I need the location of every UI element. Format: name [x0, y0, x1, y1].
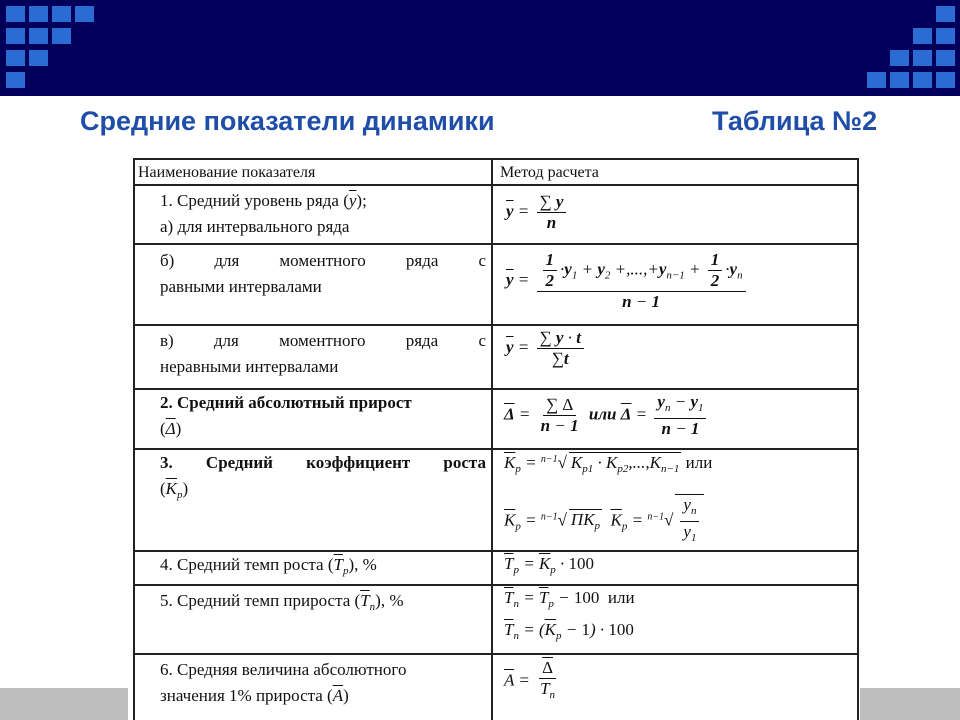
formula-table	[128, 158, 860, 720]
formula-abs-growth: $\overline{\Delta}$ = $\frac{\sum \Delta}{n - 1}$ или $\overline{\Delta}$ = $\frac{y_n - y_1}{n - 1}$	[504, 392, 709, 439]
table-header-name: Наименование показателя	[138, 164, 316, 181]
decor-square	[936, 28, 955, 44]
decor-square	[29, 50, 48, 66]
formula-growth-rate: $\overline{T}_p = \overline{K}_p \cdot 100$	[504, 554, 595, 576]
row-2-name: б) для моментного ряда с равными интервалами	[160, 251, 486, 296]
decor-square	[29, 6, 48, 22]
formula-abs-value-1pct: $\overline{A}$ = $\frac{\overline{\Delta}}{\overline{T}_n}$	[504, 658, 556, 701]
decor-square	[890, 72, 909, 88]
table-header-method: Метод расчета	[500, 164, 599, 181]
row-8-name: 6. Средняя величина абсолютного значения 1% прироста $(\overline{A})$	[160, 660, 407, 705]
row-1-name: 1. Средний уровень ряда $(\overline{y})$; а) для интервального ряда	[160, 191, 367, 236]
row-5-name: 3. Средний коэффициент роста $(\overline{K}_p)$	[160, 453, 486, 501]
table-number: Таблица №2	[712, 106, 878, 136]
formula-increment-rate-2: $\overline{T}_n = (\overline{K}_p - 1) \cdot 100$	[504, 620, 634, 642]
decor-square	[6, 50, 25, 66]
decor-square	[6, 28, 25, 44]
formula-moment-unequal: $\overline{y}$ = $\frac{\sum y \cdot t}{\sum t}$	[506, 328, 587, 369]
decor-square	[913, 28, 932, 44]
decor-square	[936, 72, 955, 88]
decor-square	[52, 28, 71, 44]
formula-interval-mean: $\overline{y}$ = $\frac{\sum y}{n}$	[506, 192, 569, 233]
decor-square	[75, 6, 94, 22]
row-3-name: в) для моментного ряда с неравными интервалами	[160, 331, 486, 376]
decor-square	[29, 28, 48, 44]
row-7-name: 5. Средний темп прироста $(\overline{T}_n)$, %	[160, 591, 404, 613]
decor-square	[52, 6, 71, 22]
header-bar	[0, 0, 960, 96]
decor-square	[936, 6, 955, 22]
decor-square	[913, 72, 932, 88]
formula-growth-coef-2: $\overline{K}_p = ^{n-1}√$ $ПК_p$ $\overline{K}_p = ^{n-1}√$ $\frac{y_n}{y_1}$	[504, 494, 704, 548]
row-4-name: 2. Средний абсолютный прирост $(\overline{\Delta})$	[160, 393, 412, 438]
row-6-name: 4. Средний темп роста $(\overline{T}_p)$, %	[160, 555, 377, 577]
formula-increment-rate-1: $\overline{T}_n = \overline{T}_p - 100$ или	[504, 588, 635, 610]
decor-square	[936, 50, 955, 66]
decor-square	[913, 50, 932, 66]
formula-growth-coef-1: $\overline{K}_p = ^{n-1}√$ $K_{p1} \cdot K_{p2},...,K_{n-1}$ или	[504, 453, 713, 475]
decor-square	[890, 50, 909, 66]
decor-square	[6, 72, 25, 88]
slide-title: Средние показатели динамики	[80, 106, 495, 136]
formula-moment-equal: $\overline{y}$ = $\frac{1}{2}$ $\cdot y_1 + y_2 +,...,+y_{n-1}$ + $\frac{1}{2}$ $\cdot y_n$ n − 1	[506, 250, 749, 312]
decor-square	[6, 6, 25, 22]
decor-square	[867, 72, 886, 88]
